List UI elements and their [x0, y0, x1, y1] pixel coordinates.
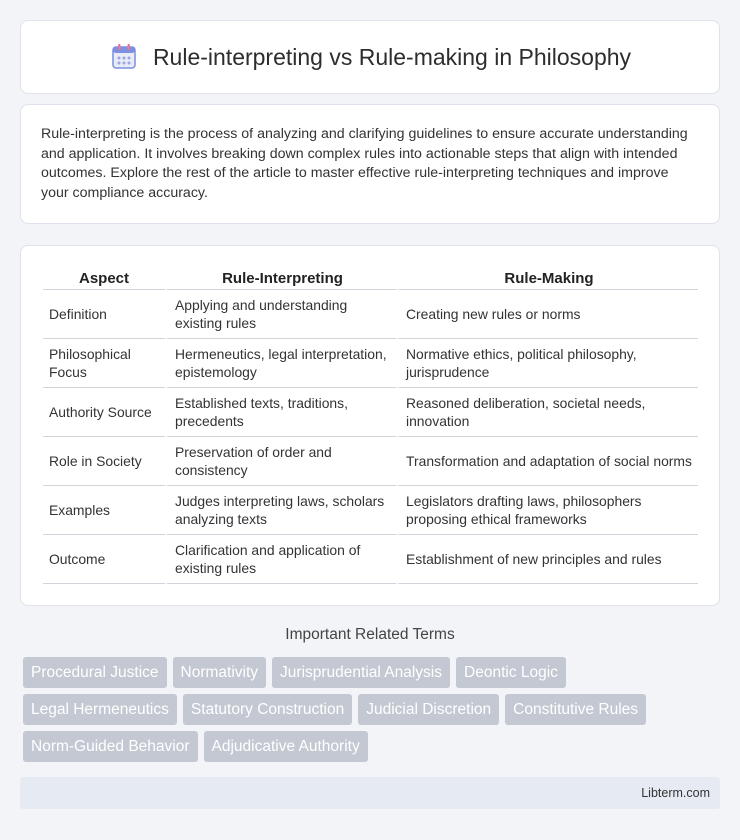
related-term-tag[interactable]: Normativity: [173, 657, 267, 688]
table-cell: Creating new rules or norms: [396, 290, 698, 339]
table-cell: Reasoned deliberation, societal needs, innovation: [396, 388, 698, 437]
table-cell: Applying and understanding existing rules: [165, 290, 396, 339]
footer: [20, 777, 720, 809]
table-cell: Authority Source: [43, 388, 165, 437]
intro-card: [20, 104, 720, 224]
table-cell: Outcome: [43, 535, 165, 584]
related-term-tag[interactable]: Adjudicative Authority: [204, 731, 368, 762]
footer-site-link[interactable]: Libterm.com: [641, 786, 710, 800]
table-cell: Normative ethics, political philosophy, jurisprudence: [396, 339, 698, 388]
table-cell: Role in Society: [43, 437, 165, 486]
table-cell: Philosophical Focus: [43, 339, 165, 388]
table-cell: Definition: [43, 290, 165, 339]
table-cell: Transformation and adaptation of social norms: [396, 437, 698, 486]
table-row: [43, 290, 698, 339]
table-cell: Established texts, traditions, precedents: [165, 388, 396, 437]
related-term-tag[interactable]: Statutory Construction: [183, 694, 352, 725]
calendar-icon: [109, 42, 139, 72]
tag-row: [23, 731, 723, 762]
related-terms: [23, 657, 723, 768]
related-terms-title: Important Related Terms: [285, 626, 455, 643]
tag-row: [23, 657, 723, 688]
comparison-card: [20, 245, 720, 606]
table-cell: Legislators drafting laws, philosophers proposing ethical frameworks: [396, 486, 698, 535]
table-row: [43, 486, 698, 535]
related-term-tag[interactable]: Legal Hermeneutics: [23, 694, 177, 725]
table-row: [43, 388, 698, 437]
table-row: [43, 535, 698, 584]
table-cell: Examples: [43, 486, 165, 535]
intro-text: Rule-interpreting is the process of analyzing and clarifying guidelines to ensure accurate understanding and application. It involves breaking down complex rules into actionable steps that align with intended outcomes. Explore the rest of the article to master effective rule-interpreting techniques and improve your compliance accuracy.: [41, 126, 688, 201]
table-header-cell: Aspect: [43, 266, 165, 290]
related-term-tag[interactable]: Constitutive Rules: [505, 694, 646, 725]
comparison-table: [43, 266, 698, 584]
table-header-cell: Rule-Making: [396, 266, 698, 290]
table-cell: Clarification and application of existing rules: [165, 535, 396, 584]
tag-row: [23, 694, 723, 725]
related-term-tag[interactable]: Norm-Guided Behavior: [23, 731, 198, 762]
related-term-tag[interactable]: Procedural Justice: [23, 657, 167, 688]
table-cell: Judges interpreting laws, scholars analyzing texts: [165, 486, 396, 535]
page-header: [20, 20, 720, 94]
table-cell: Hermeneutics, legal interpretation, epistemology: [165, 339, 396, 388]
table-header-cell: Rule-Interpreting: [165, 266, 396, 290]
related-term-tag[interactable]: Deontic Logic: [456, 657, 566, 688]
table-cell: Establishment of new principles and rules: [396, 535, 698, 584]
table-row: [43, 437, 698, 486]
table-row: [43, 339, 698, 388]
table-header-row: [43, 266, 698, 290]
table-cell: Preservation of order and consistency: [165, 437, 396, 486]
page-title: Rule-interpreting vs Rule-making in Philosophy: [152, 43, 632, 70]
related-term-tag[interactable]: Judicial Discretion: [358, 694, 499, 725]
related-term-tag[interactable]: Jurisprudential Analysis: [272, 657, 450, 688]
